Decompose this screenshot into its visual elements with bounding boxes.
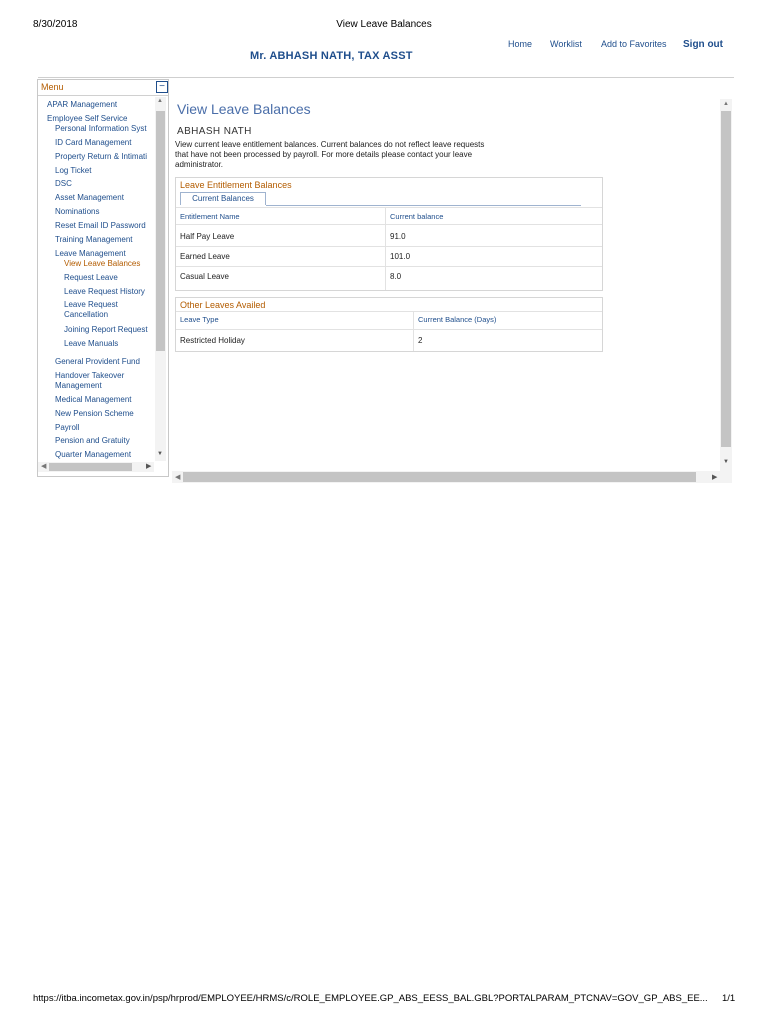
column-header-leave-type: Leave Type: [180, 315, 219, 324]
menu-item-request-leave[interactable]: Request Leave: [64, 273, 118, 282]
table-cell-name: Earned Leave: [180, 252, 230, 261]
instructions-text: View current leave entitlement balances. Current balances do not reflect leave requests that have not been processed by payroll. For more details please contact your leave administrator.: [175, 140, 485, 169]
menu-item-leave-request-cancellation-cont[interactable]: Cancellation: [64, 310, 109, 319]
menu-item-personal-information[interactable]: Personal Information Syst: [55, 124, 147, 133]
scroll-up-icon[interactable]: ▲: [157, 98, 163, 104]
table-cell-leave-type: Restricted Holiday: [180, 336, 245, 345]
menu-pane: [37, 79, 169, 477]
table-cell-balance: 91.0: [390, 232, 406, 241]
add-to-favorites-link[interactable]: Add to Favorites: [601, 39, 667, 49]
other-leaves-title: Other Leaves Availed: [180, 300, 266, 310]
menu-item-leave-request-cancellation[interactable]: Leave Request: [64, 300, 118, 309]
other-leaves-panel: [175, 297, 603, 352]
menu-item-joining-report-request[interactable]: Joining Report Request: [64, 325, 148, 334]
menu-item-handover-takeover-cont[interactable]: Management: [55, 381, 102, 390]
print-page-number: 1/1: [722, 993, 736, 1004]
print-url: https://itba.incometax.gov.in/psp/hrprod/EMPLOYEE/HRMS/c/ROLE_EMPLOYEE.GP_ABS_EESS_BAL.GBL?PORTALPARAM_PTCNAV=GOV_GP_ABS_EE...: [33, 993, 708, 1004]
menu-item-reset-email-password[interactable]: Reset Email ID Password: [55, 221, 146, 230]
menu-item-quarter-management[interactable]: Quarter Management: [55, 450, 132, 459]
menu-item-dsc[interactable]: DSC: [55, 179, 72, 188]
menu-vertical-scroll-thumb[interactable]: [156, 111, 165, 351]
table-rule: [176, 224, 602, 225]
home-link[interactable]: Home: [508, 39, 533, 49]
menu-item-pension-and-gratuity[interactable]: Pension and Gratuity: [55, 436, 130, 445]
menu-item-property-return[interactable]: Property Return & Intimati: [55, 152, 148, 161]
table-rule: [176, 329, 602, 330]
scroll-right-icon[interactable]: ▶: [146, 463, 152, 470]
print-title: View Leave Balances: [336, 19, 432, 30]
menu-item-general-provident-fund[interactable]: General Provident Fund: [55, 357, 140, 366]
menu-header: [38, 80, 168, 96]
menu-item-log-ticket[interactable]: Log Ticket: [55, 166, 92, 175]
print-date: 8/30/2018: [33, 19, 78, 30]
worklist-link[interactable]: Worklist: [550, 39, 582, 49]
table-rule: [176, 246, 602, 247]
menu-item-view-leave-balances[interactable]: View Leave Balances: [64, 259, 141, 268]
tab-underline: [266, 205, 581, 206]
menu-collapse-button[interactable]: −: [156, 81, 168, 93]
scroll-down-icon[interactable]: ▼: [157, 451, 163, 457]
table-cell-name: Casual Leave: [180, 272, 229, 281]
table-cell-balance: 101.0: [390, 252, 411, 261]
column-header-current-balance-days: Current Balance (Days): [418, 315, 497, 324]
scroll-right-icon[interactable]: ▶: [712, 474, 718, 481]
table-cell-balance-days: 2: [418, 336, 423, 345]
column-divider: [385, 207, 386, 290]
menu-item-new-pension-scheme[interactable]: New Pension Scheme: [55, 409, 134, 418]
column-divider: [413, 311, 414, 351]
menu-item-leave-request-history[interactable]: Leave Request History: [64, 287, 145, 296]
menu-item-payroll[interactable]: Payroll: [55, 423, 80, 432]
column-header-current-balance: Current balance: [390, 212, 444, 221]
content-horizontal-scroll-thumb[interactable]: [183, 472, 696, 482]
menu-item-apar-management[interactable]: APAR Management: [47, 100, 118, 109]
menu-item-leave-management[interactable]: Leave Management: [55, 249, 126, 258]
content-vertical-scroll-thumb[interactable]: [721, 111, 731, 447]
table-rule: [176, 266, 602, 267]
employee-name: ABHASH NATH: [177, 126, 252, 137]
scroll-down-icon[interactable]: ▼: [723, 459, 729, 465]
banner-divider: [38, 77, 734, 78]
scroll-up-icon[interactable]: ▲: [723, 101, 729, 107]
menu-item-asset-management[interactable]: Asset Management: [55, 193, 124, 202]
column-header-entitlement-name: Entitlement Name: [180, 212, 240, 221]
menu-item-medical-management[interactable]: Medical Management: [55, 395, 132, 404]
menu-title: Menu: [41, 82, 64, 92]
table-rule: [176, 311, 602, 312]
menu-item-leave-manuals[interactable]: Leave Manuals: [64, 339, 119, 348]
menu-item-handover-takeover[interactable]: Handover Takeover: [55, 371, 125, 380]
menu-item-training-management[interactable]: Training Management: [55, 235, 133, 244]
menu-item-id-card-management[interactable]: ID Card Management: [55, 138, 132, 147]
menu-item-nominations[interactable]: Nominations: [55, 207, 100, 216]
page-heading: View Leave Balances: [177, 101, 311, 117]
sign-out-link[interactable]: Sign out: [683, 39, 723, 50]
scroll-left-icon[interactable]: ◀: [41, 463, 47, 470]
user-name: Mr. ABHASH NATH, TAX ASST: [250, 50, 413, 62]
table-cell-name: Half Pay Leave: [180, 232, 235, 241]
scroll-left-icon[interactable]: ◀: [175, 474, 181, 481]
leave-entitlement-title: Leave Entitlement Balances: [180, 180, 292, 190]
tab-current-balances[interactable]: Current Balances: [180, 192, 266, 205]
table-rule: [176, 207, 602, 208]
menu-horizontal-scroll-thumb[interactable]: [49, 463, 132, 471]
menu-item-employee-self-service[interactable]: Employee Self Service: [47, 114, 128, 123]
leave-entitlement-panel: [175, 177, 603, 291]
table-cell-balance: 8.0: [390, 272, 402, 281]
